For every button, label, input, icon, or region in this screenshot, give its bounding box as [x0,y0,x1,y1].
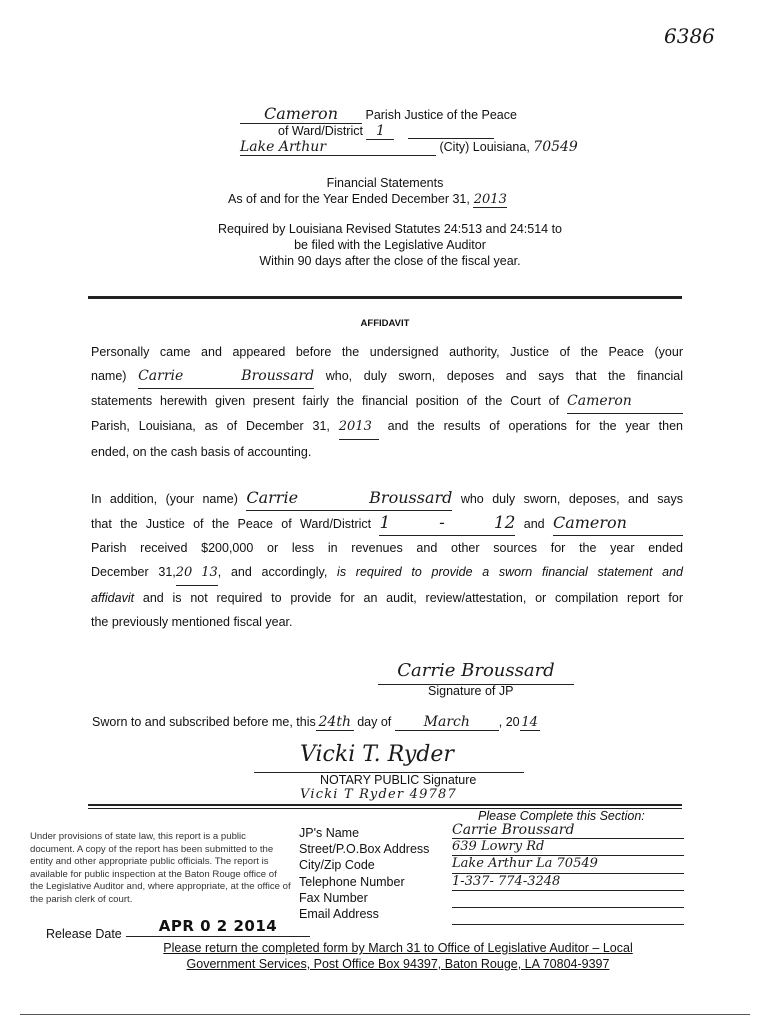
p1-line-1: Personally came and appeared before the undersigned authority, Justice of the Peace (your [91,345,683,359]
value-email[interactable] [452,908,684,925]
fs-year-label: As of and for the Year Ended December 31, [228,192,470,206]
p1-court-text: statements herewith given present fairly the financial position of the Court of [91,394,560,408]
header-line-ward [278,123,394,140]
city-label: (City) Louisiana, [439,140,530,154]
p2-affidavit-word: affidavit [91,591,135,605]
value-fax[interactable] [452,891,684,908]
return-instructions-line-1: Please return the completed form by March 31 to Office of Legislative Auditor – Local [163,941,633,955]
p2-and-text: and [523,517,545,531]
p2-line-6: the previously mentioned fiscal year. [91,615,293,629]
p2-line-4 [91,560,683,586]
parish-name-field[interactable]: Cameron [240,104,362,124]
fs-year-field[interactable]: 2013 [473,192,507,207]
p1-name-field[interactable]: Carrie Broussard [138,364,314,389]
public-document-disclaimer: Under provisions of state law, this report is a public document. A copy of the report has been submitted to the entity and other appropriate public officials. The report is available for public inspection at the Baton Rouge office of the Legislative Auditor and, where appropriate, at the office of the parish clerk of court. [30,831,291,905]
p1-court-field[interactable]: Cameron [567,389,683,414]
release-date-label: Release Date [46,927,122,941]
p2-line-5 [91,586,683,610]
p2-line-1 [91,486,683,511]
p2-accordingly-text: , and accordingly, [217,565,328,579]
p1-date-text: Parish, Louisiana, as of December 31, [91,419,330,433]
p1-line-4 [91,414,683,440]
requirement-line-3: Within 90 days after the close of the fiscal year. [259,254,521,268]
p2-line-3: Parish received $200,000 or less in revenues and other sources for the year ended [91,541,683,555]
p2-required-text: is required to provide a sworn financial statement and [337,565,684,579]
sworn-day-field[interactable]: 24th [316,714,354,731]
p1-line-5: ended, on the cash basis of accounting. [91,445,312,459]
label-jp-name: JP's Name [299,826,360,840]
p2-date-text: December 31, [91,565,176,579]
zip-field[interactable]: 70549 [533,139,578,155]
ward-label: of Ward/District [278,124,363,138]
requirement-line-1: Required by Louisiana Revised Statutes 24:513 and 24:514 to [218,222,562,236]
value-jp-name[interactable]: Carrie Broussard [452,822,684,839]
p1-line-2 [91,364,683,389]
affidavit-title: AFFIDAVIT [360,318,410,329]
p2-sworn-text: who duly sworn, deposes, and says [460,492,683,506]
release-date-value: APR 0 2 2014 [158,917,278,935]
notary-printed-name[interactable]: Vicki T Ryder 49787 [300,787,457,802]
label-telephone: Telephone Number [299,874,405,889]
notary-signature-label: NOTARY PUBLIC Signature [320,773,477,787]
p2-ward-label: that the Justice of the Peace of Ward/District [91,517,372,531]
sworn-year-prefix: , 20 [498,715,520,729]
p1-year-field[interactable]: 2013 [339,415,379,440]
p1-name-label: name) [91,369,127,383]
sworn-text: Sworn to and subscribed before me, this [92,715,316,729]
city-field[interactable]: Lake Arthur [240,139,436,156]
sworn-year-field[interactable]: 14 [521,715,538,730]
p2-ward-field[interactable]: 1 - 12 [379,511,515,536]
p2-parish-field[interactable]: Cameron [553,511,683,536]
header-line-parish [240,104,580,124]
page-bottom-rule [20,1014,750,1015]
jp-signature[interactable]: Carrie Broussard [397,660,555,681]
p2-line-2 [91,511,683,536]
affidavit-paragraph-1 [91,340,683,464]
p2-name-field[interactable]: Carrie Broussard [246,486,452,511]
affidavit-paragraph-2 [91,486,683,634]
value-address[interactable]: 639 Lowry Rd [452,839,684,856]
p1-results-text: and the results of operations for the year then [387,419,683,433]
p2-audit-text: and is not required to provide for an audit, review/attestation, or compilation report for [142,591,683,605]
label-fax: Fax Number [299,890,368,905]
sworn-month-field[interactable]: March [395,714,499,731]
jp-signature-label: Signature of JP [428,684,514,698]
fs-title: Financial Statements [326,176,444,190]
fs-year-line [228,192,588,208]
requirement-line-2: be filed with the Legislative Auditor [294,238,486,252]
label-city-zip: City/Zip Code [299,858,375,873]
p1-line-3 [91,389,683,414]
label-address: Street/P.O.Box Address [299,842,430,857]
ward-field[interactable]: 1 [366,123,394,140]
release-date-field [126,917,310,937]
header-line-city [240,139,620,156]
return-instructions-line-2: Government Services, Post Office Box 94397, Baton Rouge, LA 70804-9397 [186,957,610,971]
contact-labels [299,825,449,922]
section-divider-top [88,804,682,806]
sworn-line [92,714,592,731]
value-telephone[interactable]: 1-337- 774-3248 [452,874,684,891]
contact-section-title: Please Complete this Section: [478,809,645,823]
p1-sworn-text: who, duly sworn, deposes and says that the financial [325,369,683,383]
p2-name-label: In addition, (your name) [91,492,238,506]
document-number: 6386 [664,24,715,48]
label-email: Email Address [299,907,379,922]
header-divider [88,296,682,299]
value-city-zip[interactable]: Lake Arthur La 70549 [452,856,684,873]
notary-signature[interactable]: Vicki T. Ryder [300,742,454,767]
sworn-day-of: day of [357,715,392,729]
parish-label: Parish Justice of the Peace [365,108,517,122]
p2-year-field[interactable]: 20 13 [176,561,218,586]
contact-values [452,822,684,925]
